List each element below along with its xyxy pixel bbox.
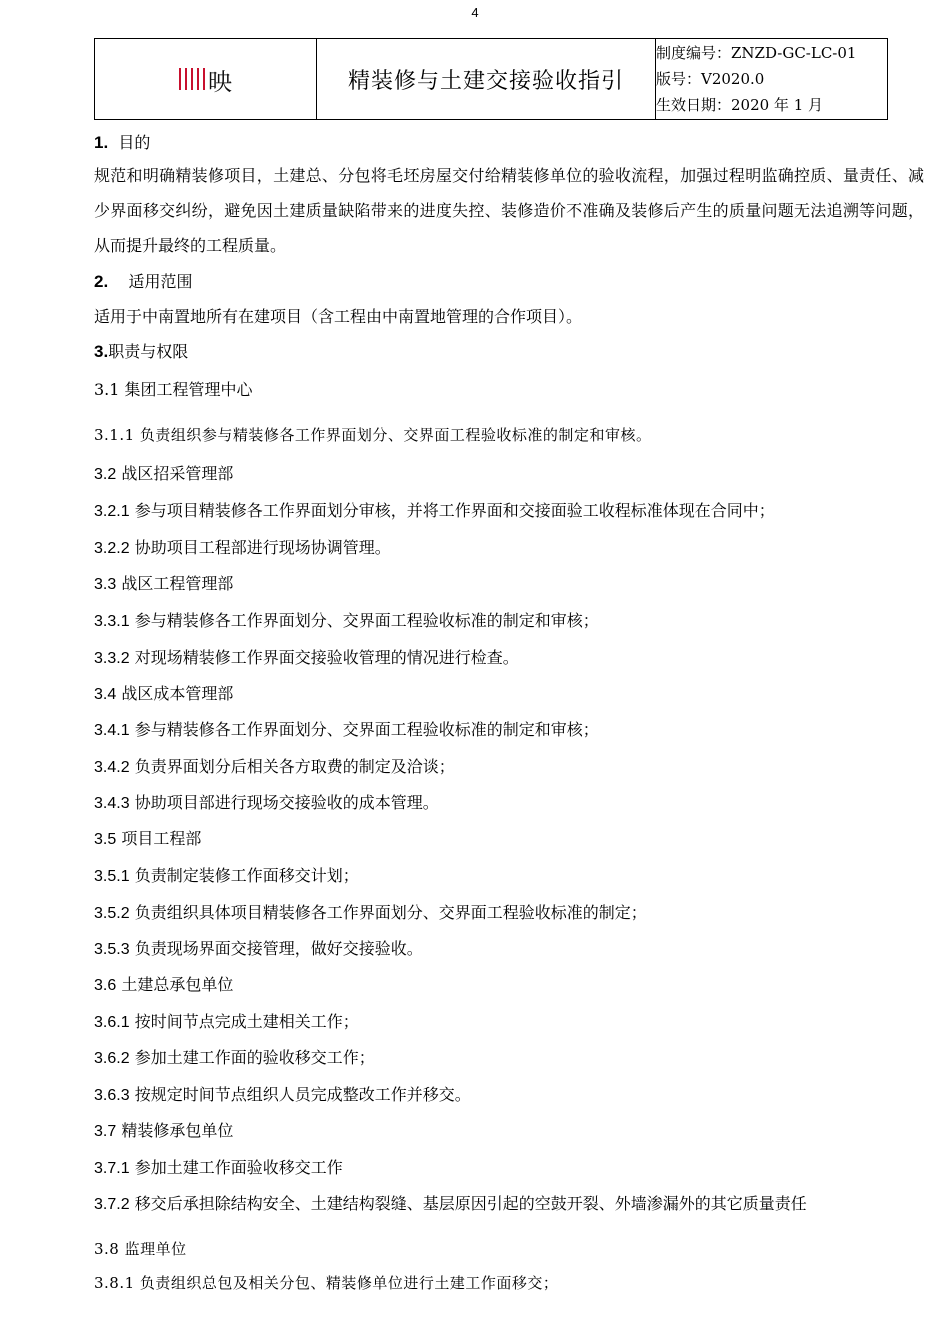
section-3-6-heading: 3.6 土建总承包单位	[94, 975, 234, 994]
section-3-1-heading: 3.1 集团工程管理中心	[94, 380, 253, 399]
section-3-2-1: 3.2.1 参与项目精装修各工作界面划分审核，并将工作界面和交接面验工收程标准体现在合同中；	[94, 501, 775, 520]
section-3-7-heading: 3.7 精装修承包单位	[94, 1121, 234, 1140]
document-meta	[656, 39, 888, 120]
section-2-heading: 2. 适用范围	[94, 272, 193, 291]
section-3-5-heading: 3.5 项目工程部	[94, 829, 202, 848]
section-3-4-3: 3.4.3 协助项目部进行现场交接验收的成本管理。	[94, 793, 439, 812]
page-number: 4	[471, 5, 479, 20]
document-title: 精装修与土建交接验收指引	[317, 39, 656, 120]
section-3-2-2: 3.2.2 协助项目工程部进行现场协调管理。	[94, 538, 391, 557]
section-3-5-3: 3.5.3 负责现场界面交接管理，做好交接验收。	[94, 939, 423, 958]
section-3-6-1: 3.6.1 按时间节点完成土建相关工作；	[94, 1012, 359, 1031]
company-logo	[179, 62, 232, 97]
section-1-body: 规范和明确精装修项目，土建总、分包将毛坯房屋交付给精装修单位的验收流程，加强过程明监确控质、量责任、减少界面移交纠纷，避免因土建质量缺陷带来的进度失控、装修造价不准确及装修后产生的质量问题无法追溯等问题，从而提升最终的工程质量。	[94, 166, 924, 255]
section-3-3-heading: 3.3 战区工程管理部	[94, 574, 234, 593]
section-3-8-heading: 3.8 监理单位	[94, 1240, 187, 1258]
section-3-7-2: 3.7.2 移交后承担除结构安全、土建结构裂缝、基层原因引起的空鼓开裂、外墙渗漏外的其它质量责任	[94, 1194, 807, 1213]
doc-number: 制度编号：ZNZD-GC-LC-01	[656, 44, 857, 62]
doc-effective-date: 生效日期：2020 年 1 月	[656, 96, 824, 114]
section-3-heading: 3.职责与权限	[94, 342, 189, 361]
section-3-2-heading: 3.2 战区招采管理部	[94, 464, 234, 483]
section-3-6-2: 3.6.2 参加土建工作面的验收移交工作；	[94, 1048, 375, 1067]
section-3-3-1: 3.3.1 参与精装修各工作界面划分、交界面工程验收标准的制定和审核；	[94, 611, 599, 630]
section-3-4-2: 3.4.2 负责界面划分后相关各方取费的制定及洽谈；	[94, 757, 455, 776]
section-3-4-heading: 3.4 战区成本管理部	[94, 684, 234, 703]
section-2-body: 适用于中南置地所有在建项目（含工程由中南置地管理的合作项目）。	[94, 307, 583, 326]
section-3-5-1: 3.5.1 负责制定装修工作面移交计划；	[94, 866, 359, 885]
logo-bars-icon	[179, 66, 205, 92]
doc-version: 版号：V2020.0	[656, 70, 765, 88]
section-3-3-2: 3.3.2 对现场精装修工作界面交接验收管理的情况进行检查。	[94, 648, 519, 667]
section-3-8-1: 3.8.1 负责组织总包及相关分包、精装修单位进行土建工作面移交；	[94, 1274, 559, 1292]
section-3-5-2: 3.5.2 负责组织具体项目精装修各工作界面划分、交界面工程验收标准的制定；	[94, 903, 647, 922]
logo-text: 映	[208, 67, 232, 96]
section-1-heading: 1. 目的	[94, 133, 151, 152]
section-3-6-3: 3.6.3 按规定时间节点组织人员完成整改工作并移交。	[94, 1085, 471, 1104]
logo-cell	[95, 39, 317, 120]
section-3-1-1: 3.1.1 负责组织参与精装修各工作界面划分、交界面工程验收标准的制定和审核。	[94, 426, 652, 444]
section-3-7-1: 3.7.1 参加土建工作面验收移交工作	[94, 1158, 343, 1177]
section-3-4-1: 3.4.1 参与精装修各工作界面划分、交界面工程验收标准的制定和审核；	[94, 720, 599, 739]
document-header-table	[94, 38, 888, 120]
